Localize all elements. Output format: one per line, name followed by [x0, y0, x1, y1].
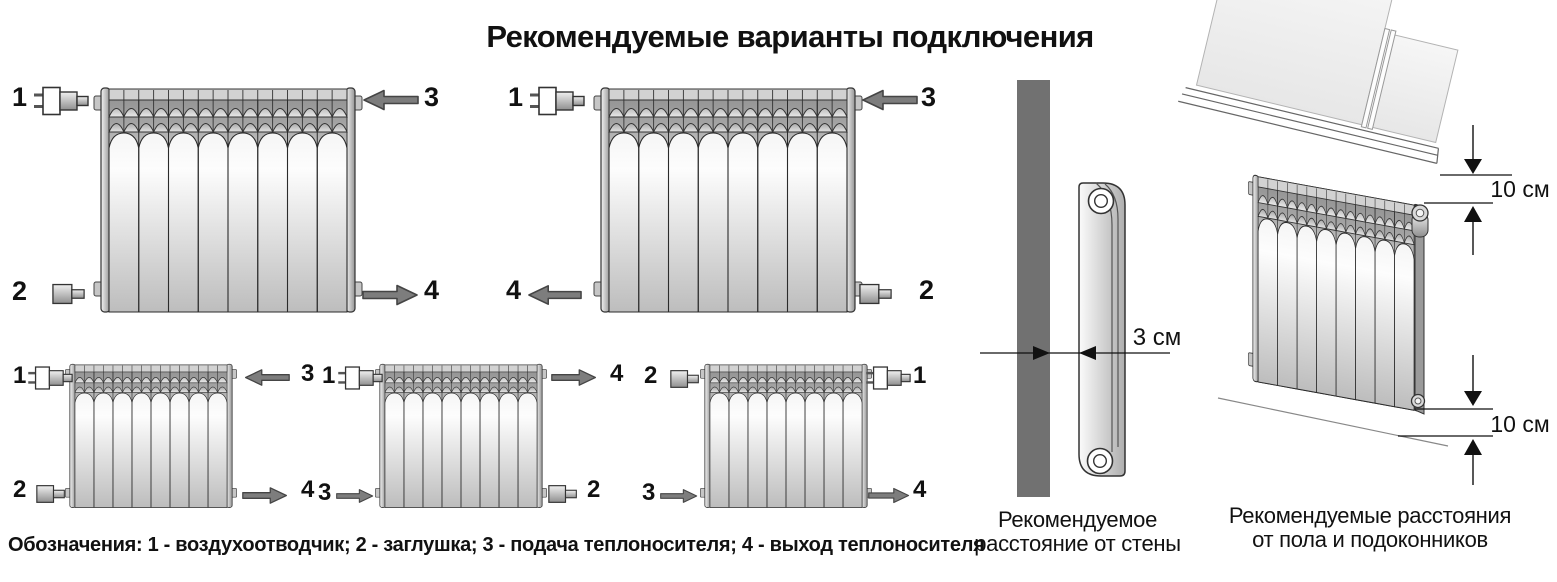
flow-arrow-out-icon	[362, 284, 419, 306]
connection-label: 1	[13, 362, 27, 389]
connection-label: 2	[12, 276, 28, 306]
connection-label: 4	[913, 476, 927, 503]
plug-icon	[859, 282, 893, 306]
connection-label: 2	[919, 275, 935, 305]
sill-distance-label: 10 см	[1490, 176, 1550, 202]
floor-distance-label: 10 см	[1490, 411, 1550, 437]
caption-line: от пола и подоконников	[1252, 527, 1488, 552]
flow-arrow-in-icon	[660, 487, 698, 505]
plug-icon	[670, 369, 700, 389]
connection-label: 1	[12, 82, 28, 112]
flow-arrow-out-icon	[242, 486, 288, 505]
connection-label: 4	[610, 360, 624, 387]
radiator-front-view	[697, 363, 875, 510]
plug-icon	[52, 282, 86, 306]
flow-arrow-in-icon	[244, 368, 290, 387]
radiator-front-view	[372, 363, 550, 510]
flow-arrow-in-icon	[362, 89, 419, 111]
clearance-diagram-caption	[1225, 504, 1515, 552]
connection-label: 2	[644, 362, 658, 389]
wall	[1017, 80, 1050, 497]
connection-label: 3	[424, 82, 440, 112]
radiator-perspective-view	[1248, 174, 1424, 412]
plug-icon	[548, 484, 578, 504]
flow-arrow-out-icon	[527, 284, 582, 306]
air-vent-icon	[34, 85, 90, 117]
connection-label: 1	[508, 82, 524, 112]
connection-label: 3	[921, 82, 937, 112]
wall-diagram-caption	[945, 508, 1210, 556]
connection-label: 3	[318, 479, 332, 506]
radiator-front-view	[592, 86, 864, 316]
connection-label: 4	[424, 275, 440, 305]
connection-label: 3	[642, 479, 656, 506]
caption-line: расстояние от стены	[974, 531, 1181, 556]
radiator-front-view	[62, 363, 240, 510]
connection-label: 2	[13, 476, 27, 503]
radiator-front-view	[92, 86, 364, 316]
plug-icon	[36, 484, 66, 504]
connection-label: 1	[913, 362, 927, 389]
flow-arrow-in-icon	[336, 487, 374, 505]
connection-label: 4	[301, 476, 315, 503]
wall-distance-label: 3 см	[1132, 324, 1182, 351]
radiator-side-view	[1079, 183, 1125, 476]
flow-arrow-out-icon	[551, 368, 597, 387]
page-title: Рекомендуемые варианты подключения	[486, 19, 1094, 54]
flow-arrow-in-icon	[861, 89, 918, 111]
caption-line: Рекомендуемое	[997, 507, 1158, 532]
air-vent-icon	[866, 365, 912, 391]
legend-text: Обозначения: 1 - воздухоотводчик; 2 - заглушка; 3 - подача теплоносителя; 4 - выход теплоносителя	[8, 534, 985, 556]
caption-line: Рекомендуемые расстояния	[1228, 503, 1512, 528]
air-vent-icon	[28, 365, 74, 391]
wall-distance-diagram	[960, 58, 1190, 508]
air-vent-icon	[530, 85, 586, 117]
window	[1178, 0, 1476, 163]
air-vent-icon	[338, 365, 384, 391]
connection-label: 3	[301, 360, 315, 387]
flow-arrow-out-icon	[868, 486, 910, 505]
connection-label: 1	[322, 362, 336, 389]
connection-label: 2	[587, 476, 601, 503]
connection-label: 4	[506, 275, 522, 305]
clearance-diagram	[1190, 15, 1557, 505]
